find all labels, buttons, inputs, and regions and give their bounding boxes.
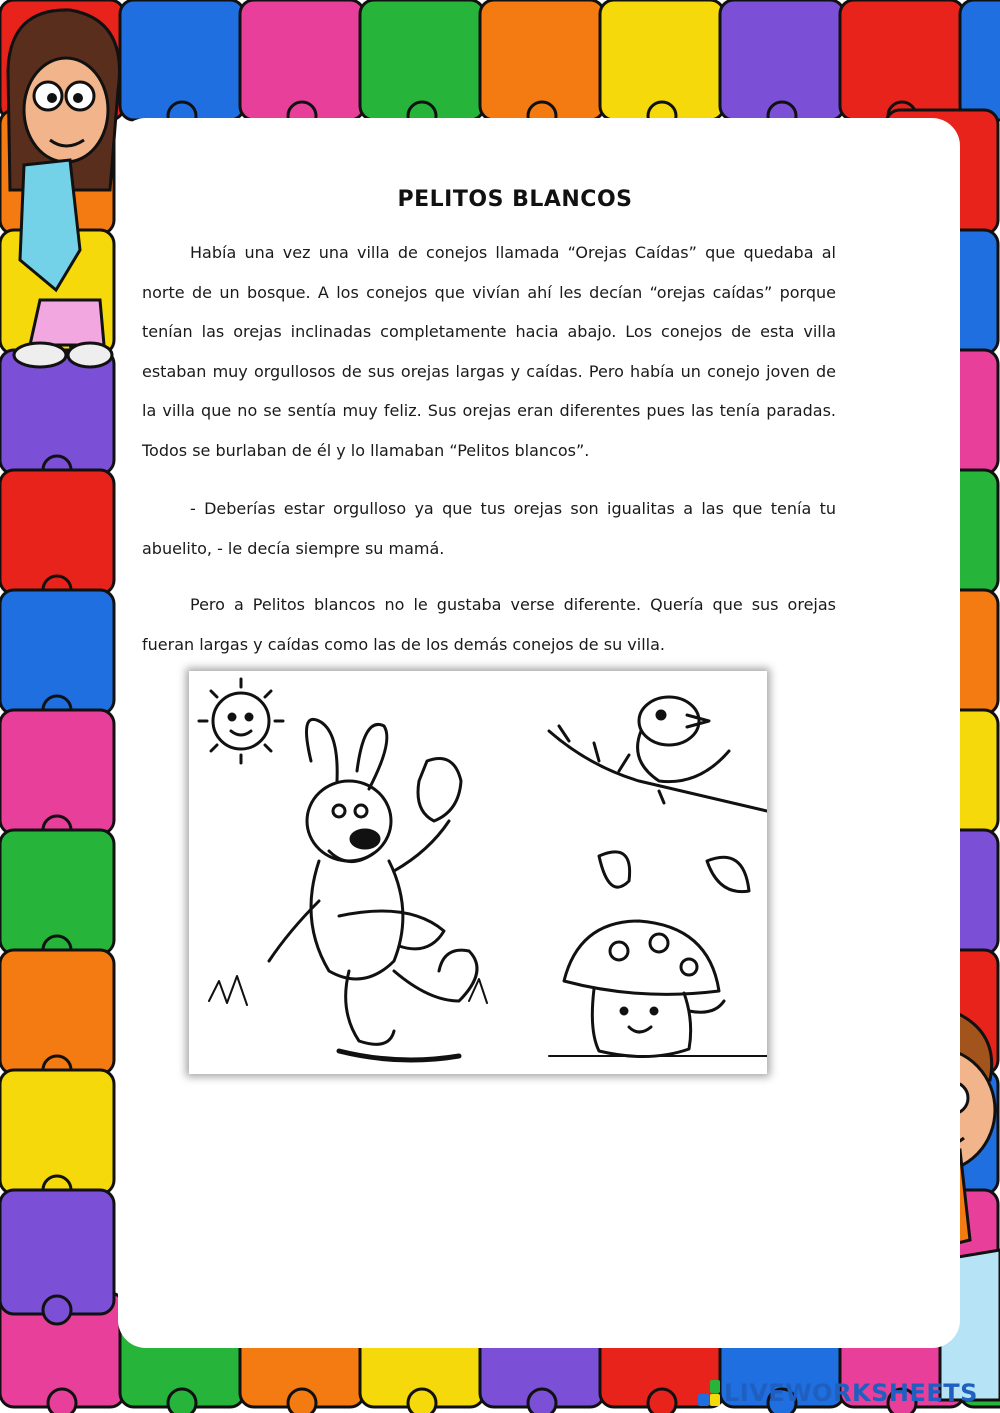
puzzle-knob (168, 1389, 196, 1413)
bird-icon (549, 697, 767, 811)
puzzle-knob (48, 1389, 76, 1413)
sun-icon (199, 679, 283, 763)
story-paragraph-3 (142, 585, 836, 664)
story-paragraph-2 (142, 489, 836, 568)
puzzle-knob (288, 1389, 316, 1413)
story-paragraph-1 (142, 233, 836, 470)
puzzle-knob (528, 1389, 556, 1413)
liveworksheets-logo-icon (698, 1380, 720, 1406)
mushroom-icon (549, 921, 767, 1057)
paragraph-2-text: - Deberías estar orgulloso ya que tus orejas son igualitas a las que tenía tu abuelito, - le decía siempre su mamá. (142, 499, 836, 558)
liveworksheets-logo (698, 1379, 978, 1407)
story-title: PELITOS BLANCOS (397, 187, 633, 212)
rabbit-icon (269, 719, 477, 1060)
liveworksheets-logo-text: LIVEWORKSHEETS (724, 1379, 978, 1407)
puzzle-knob (408, 1389, 436, 1413)
leaf-icon (599, 852, 749, 892)
puzzle-knob (43, 1296, 71, 1324)
paragraph-3-text: Pero a Pelitos blancos no le gustaba verse diferente. Quería que sus orejas fueran largas y caídas como las de los demás conejos de su villa. (142, 595, 836, 654)
paragraph-1-text: Había una vez una villa de conejos llamada “Orejas Caídas” que quedaba al norte de un bosque. A los conejos que vivían ahí les decían “orejas caídas” porque tenían las orejas inclinadas completamente hacia abajo. Los conejos de esta villa estaban muy orgullosos de sus orejas largas y caídas. Pero había un conejo joven de la villa que no se sentía muy feliz. Sus orejas eran diferentes pues las tenía paradas. Todos se burlaban de él y lo llamaban “Pelitos blancos”. (142, 243, 836, 460)
puzzle-knob (648, 1389, 676, 1413)
puzzle-piece (960, 0, 1000, 120)
story-illustration (189, 671, 767, 1074)
